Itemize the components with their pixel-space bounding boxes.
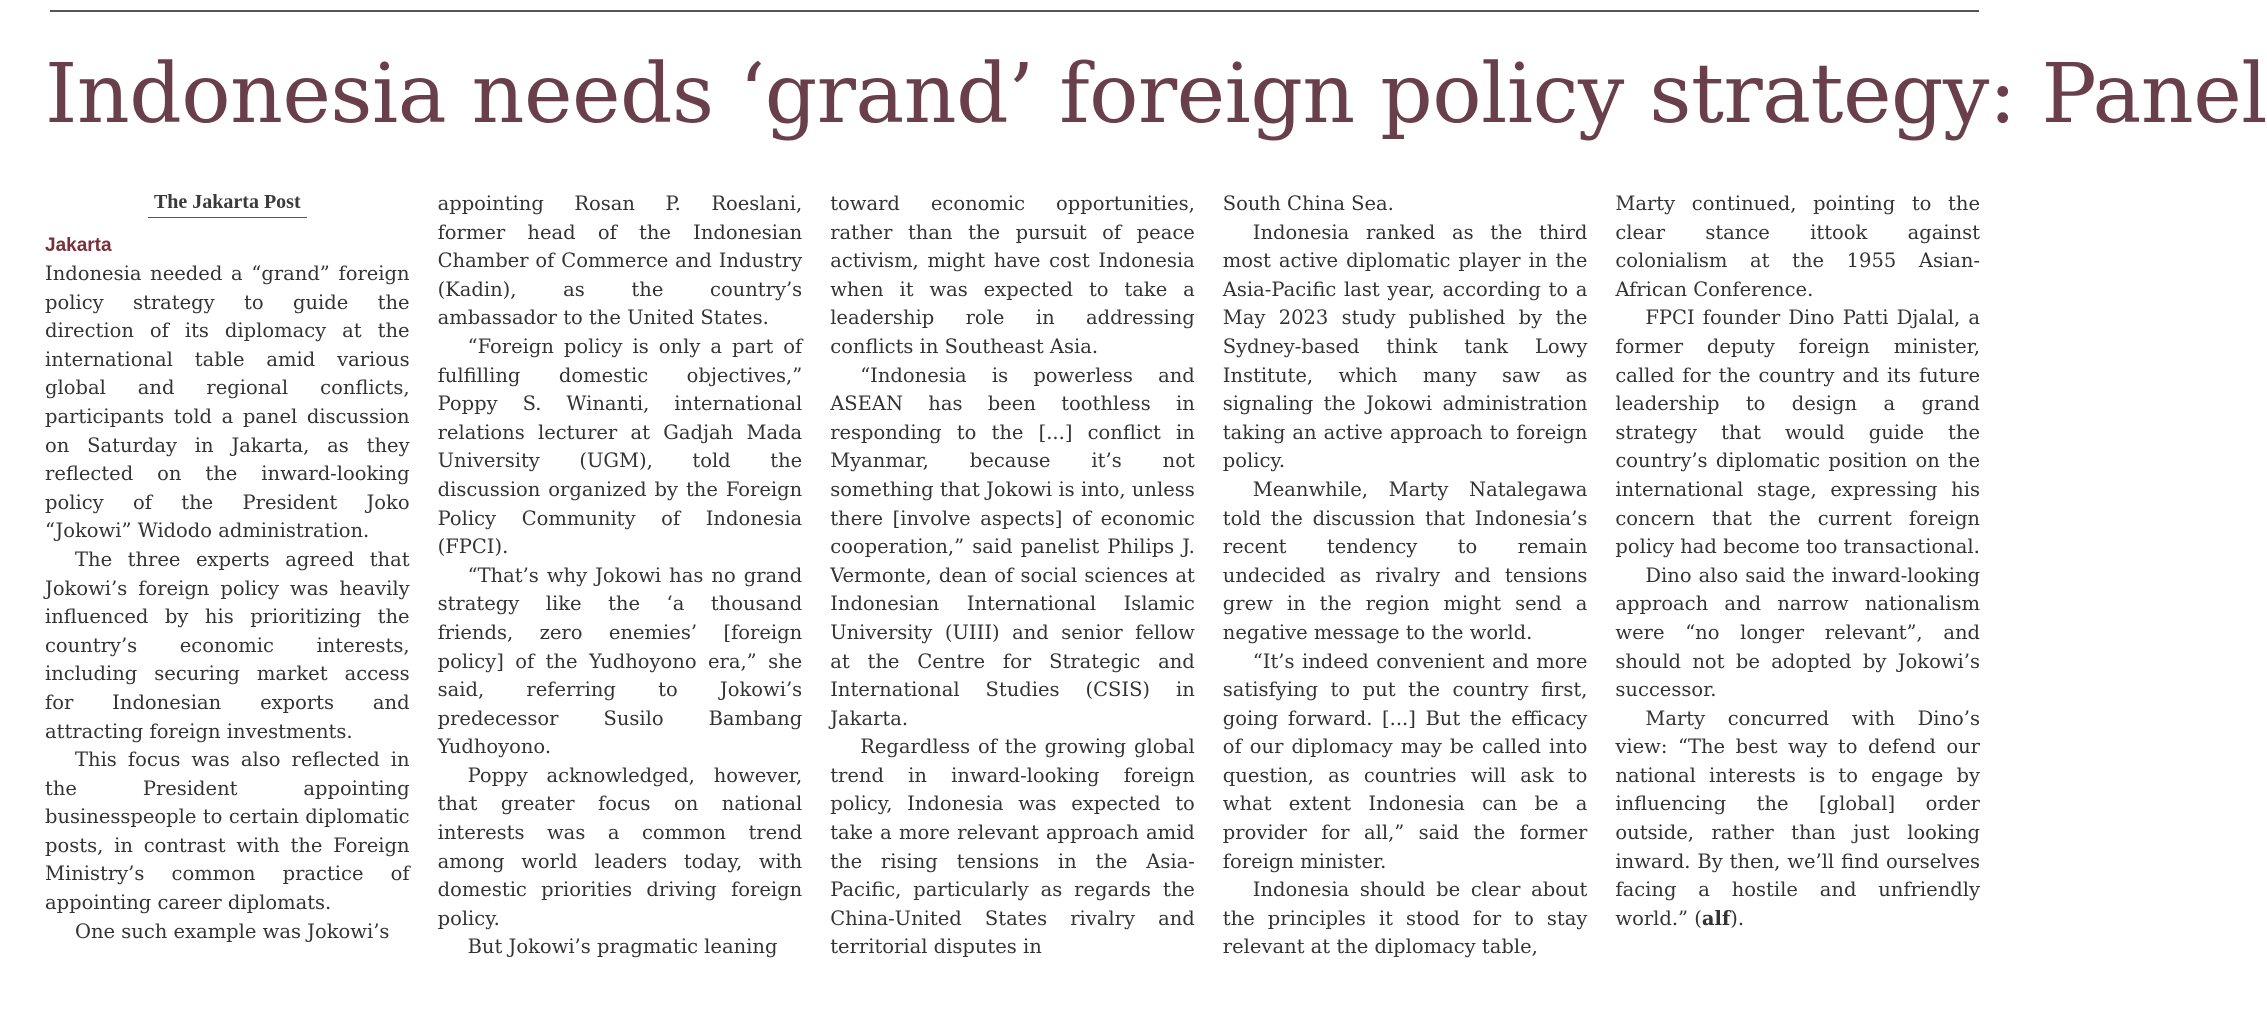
paragraph-text: Marty concurred with Dino’s view: “The best way to defend our national interests is to engage by influencing the [global] order outside, rather than just looking inward. By then, we’ll find ourselves facing a hostile and unfriendly world.”	[1615, 706, 1980, 930]
paragraph: FPCI founder Dino Patti Djalal, a former deputy foreign minister, called for the country and its future leadership to design a grand strategy that would guide the country’s diplomatic position on the international stage, expressing his concern that the current foreign policy had become too transactional.	[1615, 306, 1980, 559]
byline-wrap	[45, 188, 410, 218]
paragraph: toward economic opportunities, rather than the pursuit of peace activism, might have cost Indonesia when it was expected to take a leadership role in addressing conflicts in Southeast Asia.	[830, 192, 1195, 358]
top-rule	[50, 10, 1979, 12]
dateline: Jakarta	[45, 235, 112, 256]
paragraph: The three experts agreed that Jokowi’s foreign policy was heavily influenced by his prioritizing the country’s economic interests, including securing market access for Indonesian exports and attracting foreign investments.	[45, 547, 410, 743]
paragraph: “Indonesia is powerless and ASEAN has been toothless in responding to the [...] conflict in Myanmar, because it’s not something that Jokowi is into, unless there [involve aspects] of economic cooperation,” said panelist Philips J. Vermonte, dean of social sciences at Indonesian International Islamic University (UIII) and senior fellow at the Centre for Strategic and International Studies (CSIS) in Jakarta.	[830, 363, 1195, 730]
article-body	[45, 190, 1980, 1005]
column-3	[830, 190, 1195, 1005]
paragraph: “It’s indeed convenient and more satisfying to put the country first, going forward. [...] But the efficacy of our diplomacy may be called into question, as countries will ask to what extent Indonesia can be a provider for all,” said the former foreign minister.	[1222, 649, 1588, 873]
paragraph: Marty continued, pointing to the clear stance ittook against colonialism at the 1955 Asian-African Conference.	[1615, 192, 1980, 301]
column-2	[438, 190, 803, 1005]
paragraph: appointing Rosan P. Roeslani, former head of the Indonesian Chamber of Commerce and Industry (Kadin), as the country’s ambassador to the United States.	[437, 192, 803, 330]
paragraph: Regardless of the growing global trend in inward-looking foreign policy, Indonesia was expected to take a more relevant approach amid the rising tensions in the Asia-Pacific, particularly as regards the China-United States rivalry and territorial disputes in	[830, 735, 1195, 959]
paragraph: Poppy acknowledged, however, that greater focus on national interests was a common trend among world leaders today, with domestic priorities driving foreign policy.	[437, 763, 803, 930]
paragraph: Indonesia should be clear about the principles it stood for to stay relevant at the diplomacy table,	[1222, 878, 1588, 959]
paragraph: Meanwhile, Marty Natalegawa told the discussion that Indonesia’s recent tendency to remain undecided as rivalry and tensions grew in the region might send a negative message to the world.	[1222, 477, 1588, 644]
column-4	[1223, 190, 1588, 1005]
paragraph: Dino also said the inward-looking approach and narrow nationalism were “no longer relevant”, and should not be adopted by Jokowi’s successor.	[1615, 563, 1980, 702]
paragraph: This focus was also reflected in the President appointing businesspeople to certain diplomatic posts, in contrast with the Foreign Ministry’s common practice of appointing career diplomats.	[45, 748, 410, 915]
paragraph: South China Sea.	[1222, 192, 1394, 215]
byline: The Jakarta Post	[148, 189, 307, 218]
paragraph: One such example was Jokowi’s	[75, 919, 390, 943]
paragraph: Indonesia ranked as the third most active diplomatic player in the Asia-Pacific last year, according to a May 2023 study published by the Sydney-based think tank Lowy Institute, which many saw as signaling the Jokowi administration taking an active approach to foreign policy.	[1222, 220, 1588, 473]
author-initials: alf	[1701, 906, 1731, 930]
paragraph: “That’s why Jokowi has no grand strategy like the ‘a thousand friends, zero enemies’ [foreign policy] of the Yudhoyono era,” she said, referring to Jokowi’s predecessor Susilo Bambang Yudhoyono.	[437, 563, 803, 759]
paragraph: But Jokowi’s pragmatic leaning	[467, 935, 778, 959]
paragraph: Indonesia needed a “grand” foreign policy strategy to guide the direction of its diplomacy at the international table amid various global and regional conflicts, participants told a panel discussion on Saturday in Jakarta, as they reflected on the inward-looking policy of the President Joko “Jokowi” Widodo administration.	[45, 262, 410, 543]
column-5	[1615, 190, 1980, 1005]
paragraph: “Foreign policy is only a part of fulfilling domestic objectives,” Poppy S. Winanti, international relations lecturer at Gadjah Mada University (UGM), told the discussion organized by the Foreign Policy Community of Indonesia (FPCI).	[437, 334, 803, 559]
headline: Indonesia needs ‘grand’ foreign policy strategy: Panel	[45, 47, 2267, 142]
column-1	[45, 190, 410, 1005]
last-paragraph: Marty concurred with Dino’s view: “The best way to defend our national interests is to engage by influencing the [global] order outside, rather than just looking inward. By then, we’ll find ourselves facing a hostile and unfriendly world.” (alf).	[1615, 706, 1980, 930]
